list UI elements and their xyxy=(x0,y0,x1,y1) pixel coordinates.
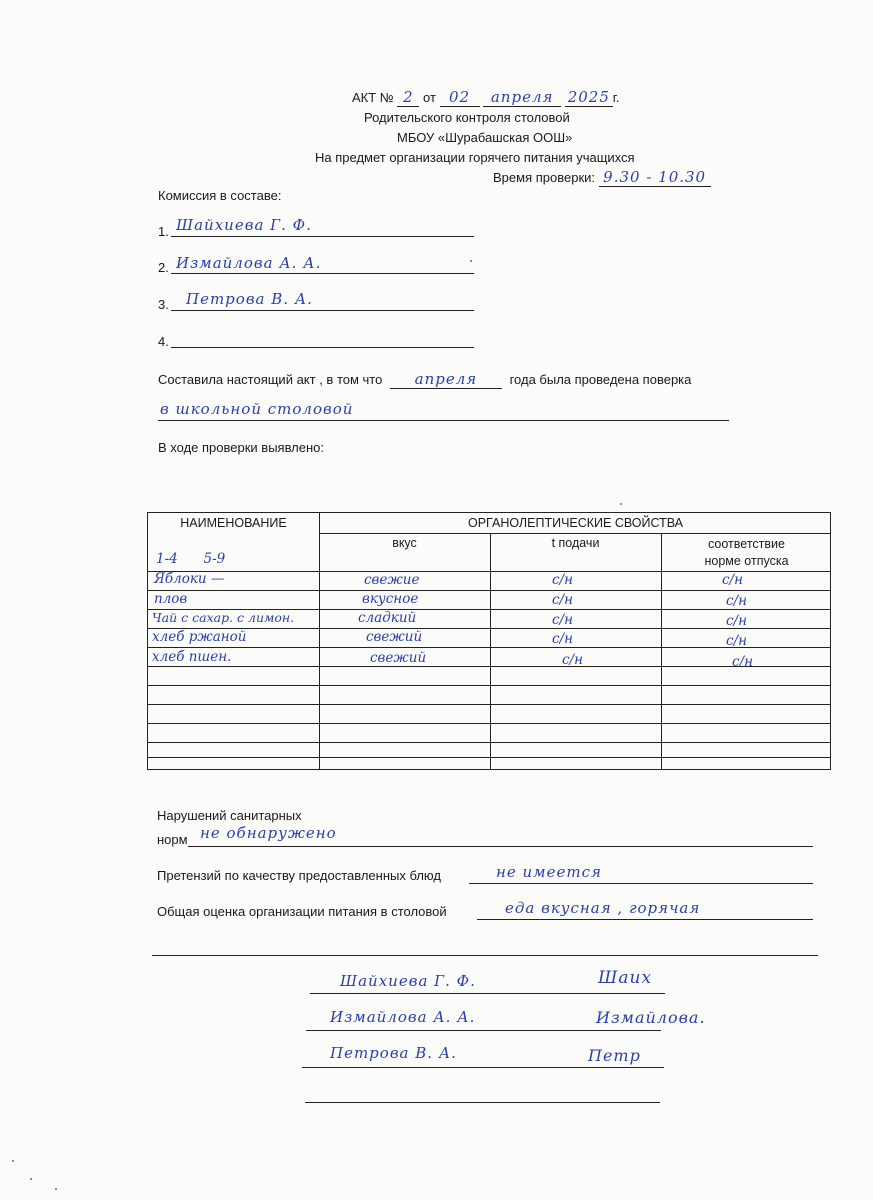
violations-value: не обнаружено xyxy=(200,824,337,842)
commission-label: Комиссия в составе: xyxy=(158,188,282,203)
inspection-time xyxy=(493,168,711,187)
statement-prefix: Составила настоящий акт , в том что xyxy=(158,372,383,387)
member-3-line xyxy=(171,310,474,311)
act-number: 2 xyxy=(397,88,419,107)
row-4-taste: свежий xyxy=(366,629,423,645)
row-1-name: Яблоки — xyxy=(154,571,225,587)
row-3-taste: сладкий xyxy=(358,610,417,626)
signature-2-sign: Измайлова. xyxy=(596,1008,706,1027)
member-4-num: 4. xyxy=(158,334,169,349)
act-month: апреля xyxy=(483,88,561,107)
statement-line xyxy=(158,370,691,389)
signature-line-3 xyxy=(302,1067,664,1068)
table-row-divider xyxy=(148,590,830,591)
table-col-divider xyxy=(661,533,662,769)
header-temp: t подачи xyxy=(551,536,600,550)
member-2-num: 2. xyxy=(158,260,169,275)
table-row-divider xyxy=(319,533,830,534)
grade-note: 1-4 5-9 xyxy=(156,551,226,567)
signature-1-name: Шайхиева Г. Ф. xyxy=(340,972,476,990)
organoleptic-table xyxy=(147,512,831,770)
signature-2-name: Измайлова А. А. xyxy=(330,1008,476,1026)
row-2-name: плов xyxy=(154,591,188,607)
row-4-temp: с/н xyxy=(552,631,574,647)
signature-line-1 xyxy=(310,993,665,994)
member-1-line xyxy=(171,236,474,237)
row-1-norm: с/н xyxy=(722,572,744,588)
table-col-divider xyxy=(319,513,320,769)
inspection-time-value: 9.30 - 10.30 xyxy=(599,168,711,187)
overall-line-2 xyxy=(152,955,818,956)
act-title xyxy=(352,88,620,107)
table-row-divider xyxy=(148,757,830,758)
inspection-time-label: Время проверки: xyxy=(493,170,596,185)
row-2-taste: вкусное xyxy=(362,591,419,607)
signature-3-name: Петрова В. А. xyxy=(330,1044,457,1062)
signature-line-2 xyxy=(306,1030,661,1031)
row-1-taste: свежие xyxy=(364,572,420,588)
scan-speck xyxy=(30,1178,32,1180)
act-subtitle-2: МБОУ «Шурабашская ООШ» xyxy=(397,130,573,145)
header-taste: вкус xyxy=(392,536,417,550)
row-5-temp: с/н xyxy=(562,652,584,668)
scan-speck xyxy=(470,260,472,262)
signature-1-sign: Шаих xyxy=(598,968,653,988)
act-year-suffix: г. xyxy=(612,90,620,105)
violations-label-2: норм xyxy=(157,832,188,847)
signature-3-sign: Петр xyxy=(588,1046,641,1065)
member-3-name: Петрова В. А. xyxy=(186,290,313,308)
statement-suffix: года была проведена поверка xyxy=(509,372,692,387)
member-2-name: Измайлова А. А. xyxy=(176,254,322,272)
claims-value: не имеется xyxy=(496,863,602,881)
header-norm-1: соответствие xyxy=(708,537,785,551)
act-day: 02 xyxy=(440,88,480,107)
header-name: НАИМЕНОВАНИЕ xyxy=(180,516,287,530)
statement-place-line xyxy=(158,420,729,421)
overall-line xyxy=(477,919,813,920)
act-subtitle-1: Родительского контроля столовой xyxy=(364,110,570,125)
table-row-divider xyxy=(148,685,830,686)
claims-label: Претензий по качеству предоставленных блюд xyxy=(157,868,441,883)
act-title-ot: от xyxy=(423,90,436,105)
scan-speck xyxy=(12,1160,14,1162)
table-row-divider xyxy=(148,742,830,743)
findings-label: В ходе проверки выявлено: xyxy=(158,440,325,455)
violations-line xyxy=(188,846,813,847)
row-4-norm: с/н xyxy=(726,633,748,649)
member-1-num: 1. xyxy=(158,224,169,239)
statement-place: в школьной столовой xyxy=(160,400,354,418)
table-row-divider xyxy=(148,666,830,667)
header-props: ОРГАНОЛЕПТИЧЕСКИЕ СВОЙСТВА xyxy=(467,516,684,530)
overall-value: еда вкусная , горячая xyxy=(505,899,701,917)
table-col-divider xyxy=(490,533,491,769)
row-5-taste: свежий xyxy=(370,650,427,666)
table-row-divider xyxy=(148,704,830,705)
violations-label-1: Нарушений санитарных xyxy=(157,808,302,823)
row-3-temp: с/н xyxy=(552,612,574,628)
row-5-norm: с/н xyxy=(732,654,754,670)
table-row-divider xyxy=(148,723,830,724)
act-title-prefix: АКТ № xyxy=(352,90,394,105)
member-3-num: 3. xyxy=(158,297,169,312)
member-2-line xyxy=(171,273,474,274)
row-2-norm: с/н xyxy=(726,593,748,609)
act-year: 2025 xyxy=(565,88,613,107)
row-3-norm: с/н xyxy=(726,613,748,629)
row-3-name: Чай с сахар. с лимон. xyxy=(152,610,295,625)
act-subtitle-3: На предмет организации горячего питания учащихся xyxy=(315,150,635,165)
row-4-name: хлеб ржаной xyxy=(152,629,247,645)
scan-speck xyxy=(620,503,622,505)
row-2-temp: с/н xyxy=(552,592,574,608)
row-5-name: хлеб пшен. xyxy=(152,649,232,665)
statement-month: апреля xyxy=(390,370,502,389)
row-1-temp: с/н xyxy=(552,572,574,588)
claims-line xyxy=(469,883,813,884)
scan-speck xyxy=(55,1188,57,1190)
member-4-line xyxy=(171,347,474,348)
overall-label: Общая оценка организации питания в столовой xyxy=(157,904,447,919)
member-1-name: Шайхиева Г. Ф. xyxy=(176,216,312,234)
signature-line-4 xyxy=(305,1102,660,1103)
header-norm-2: норме отпуска xyxy=(704,554,789,568)
